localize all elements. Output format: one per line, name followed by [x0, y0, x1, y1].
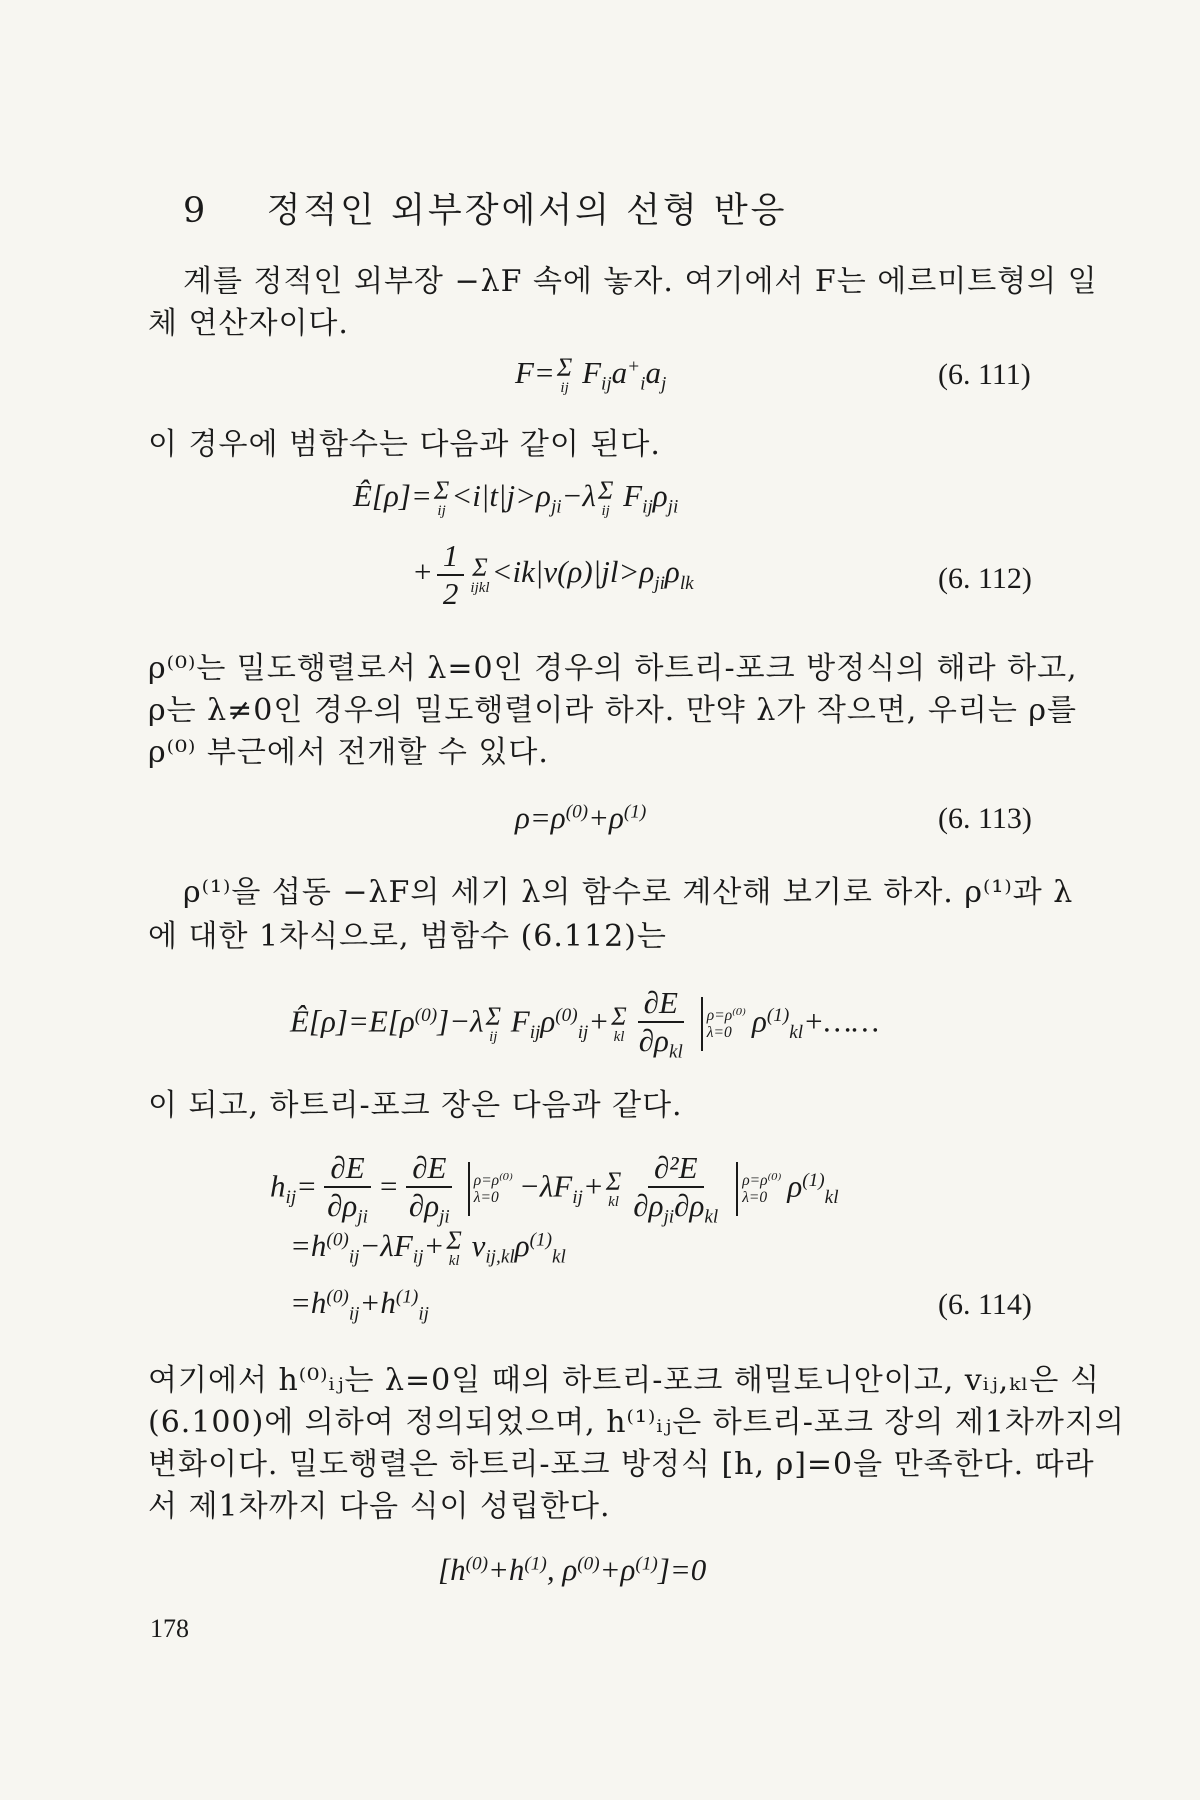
- equation-6-111: F= Σ ij $F_{ij}a^+_ia_j$: [515, 353, 667, 397]
- equation-6-112-line1: Ê[ρ]= Σ ij $<i|t|j>\rho_{ji}-\lambda$ Σ ij $F_{ij}\rho_{ji}$: [353, 476, 679, 520]
- paragraph-line: ρ⁽⁰⁾는 밀도행렬로서 λ=0인 경우의 하트리-포크 방정식의 해라 하고,: [148, 651, 1078, 686]
- equation-6-113: $\rho=\rho^{(0)}+\rho^{(1)}$: [515, 800, 647, 835]
- paragraph-line: 변화이다. 밀도행렬은 하트리-포크 방정식 [h, ρ]=0을 만족한다. 따라: [148, 1447, 1095, 1482]
- paragraph-line: 체 연산자이다.: [148, 306, 349, 341]
- section-title: 정적인 외부장에서의 선형 반응: [266, 191, 788, 231]
- equation-number: (6. 113): [938, 802, 1032, 835]
- equation-number: (6. 114): [938, 1288, 1032, 1321]
- paragraph-line: ρ는 λ≠0인 경우의 밀도행렬이라 하자. 만약 λ가 작으면, 우리는 ρ를: [148, 693, 1077, 728]
- paragraph-line: 계를 정적인 외부장 −λF 속에 놓자. 여기에서 F는 에르미트형의 일: [183, 264, 1098, 299]
- section-number: 9: [183, 191, 209, 231]
- paragraph-line: ρ⁽⁰⁾ 부근에서 전개할 수 있다.: [148, 735, 549, 770]
- equation-6-114-line1: $h_{ij}=$ $\frac{\partial E}{\partial\rho_{ji}}$ = $\frac{\partial E}{\partial\rho_{ji}}$ ρ=ρ⁽⁰⁾ λ=0 $-\lambda F_{ij}+$ Σ kl $\frac{\text{∂²E}}{\partial\rho_{ji}\partial\rho_{kl}}$ ρ=ρ⁽⁰⁾ λ=0 $\rho^{(1)}_{kl}$: [270, 1150, 839, 1228]
- equation-number: (6. 112): [938, 562, 1032, 595]
- paragraph-line: (6.100)에 의하여 정의되었으며, h⁽¹⁾ᵢⱼ은 하트리-포크 장의 제1차까지의: [148, 1405, 1125, 1440]
- equation-6-112-line2: + $\frac{1}{2}$ Σ ijkl $<ik|v(\rho)|jl>\rho_{ji}\rho_{lk}$: [412, 538, 694, 611]
- paragraph-line: 이 경우에 범함수는 다음과 같이 된다.: [148, 427, 661, 462]
- paragraph-line: ρ⁽¹⁾을 섭동 −λF의 세기 λ의 함수로 계산해 보기로 하자. ρ⁽¹⁾과 λ: [183, 875, 1074, 910]
- section-heading: [183, 183, 787, 233]
- equation-commutator: [$h^{(0)}+h^{(1)}$, $\rho^{(0)}+\rho^{(1)}]=0$: [438, 1552, 707, 1587]
- paragraph-line: 서 제1차까지 다음 식이 성립한다.: [148, 1489, 611, 1524]
- paragraph-line: 이 되고, 하트리-포크 장은 다음과 같다.: [148, 1088, 683, 1123]
- equation-expansion: $Ê[\rho]=E[\rho^{(0)}]-\lambda$ Σ ij $F_{ij}\rho^{(0)}_{ij}+$ Σ kl $\frac{\partial E}{\partial\rho_{kl}}$ ρ=ρ⁽⁰⁾ λ=0 $\rho^{(1)}_{kl}+\dots\dots$: [290, 985, 880, 1063]
- equation-6-114-line2: $=h^{(0)}_{ij}-\lambda F_{ij}+$ Σ kl $v_{ij,kl}\rho^{(1)}_{kl}$: [290, 1226, 566, 1270]
- paragraph-line: 여기에서 h⁽⁰⁾ᵢⱼ는 λ=0일 때의 하트리-포크 해밀토니안이고, vᵢⱼ,ₖₗ은 식: [148, 1363, 1100, 1398]
- page-number: 178: [150, 1614, 189, 1643]
- equation-6-114-line3: $=h^{(0)}_{ij}+h^{(1)}_{ij}$: [290, 1285, 429, 1325]
- paragraph-line: 에 대한 1차식으로, 범함수 (6.112)는: [148, 919, 667, 954]
- equation-number: (6. 111): [938, 358, 1031, 391]
